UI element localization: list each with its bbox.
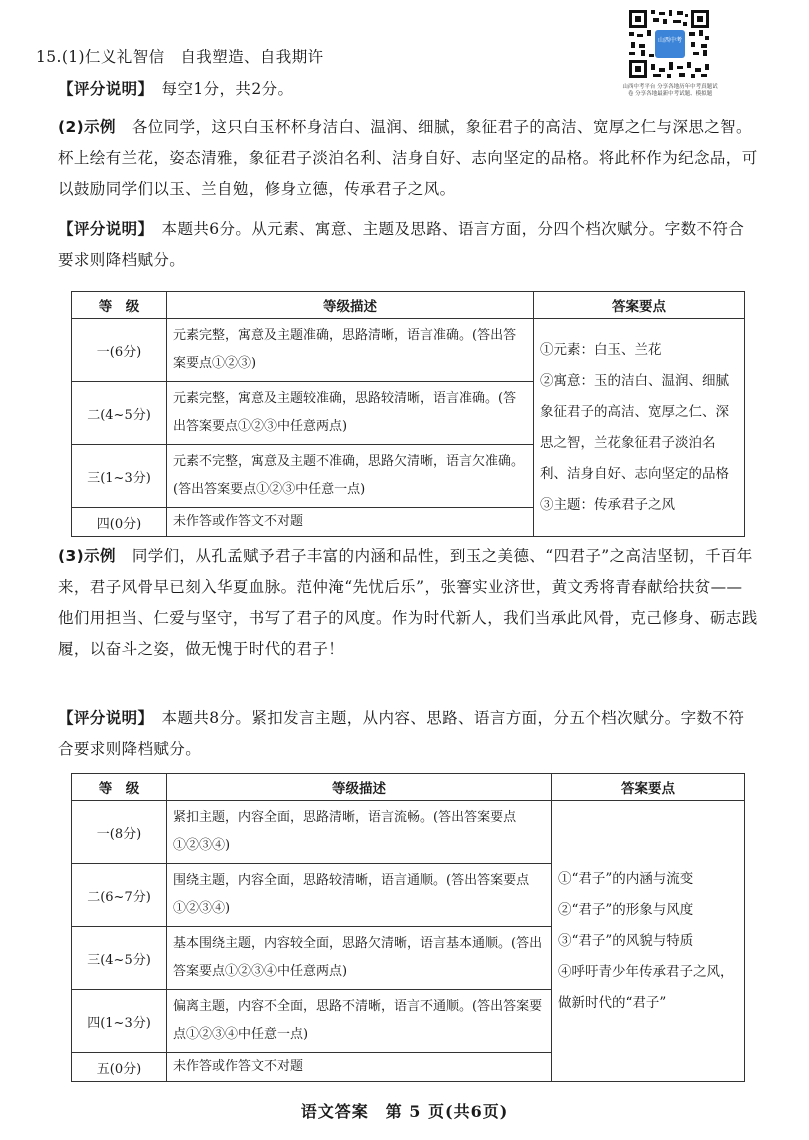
description-cell: 元素完整，寓意及主题准确，思路清晰，语言准确。(答出答案要点①②③) bbox=[167, 319, 534, 382]
description-cell: 偏离主题，内容不全面，思路不清晰，语言不通顺。(答出答案要点①②③④中任意一点) bbox=[167, 990, 552, 1053]
key-points-cell bbox=[534, 319, 745, 537]
level-cell: 三(1~3分) bbox=[72, 445, 167, 508]
table-row bbox=[72, 319, 745, 382]
table-row bbox=[72, 801, 745, 864]
key-point: ①“君子”的内涵与流变 bbox=[558, 870, 694, 887]
key-point: ③“君子”的风貌与特质 bbox=[558, 932, 694, 949]
answer-15-1: 15.(1)仁义礼智信 自我塑造、自我期许 bbox=[36, 48, 324, 66]
description-cell: 基本围绕主题，内容较全面，思路欠清晰，语言基本通顺。(答出答案要点①②③④中任意两点) bbox=[167, 927, 552, 990]
key-point: ①元素：白玉、兰花 bbox=[540, 341, 662, 358]
page-footer: 语文答案 第 5 页(共6页) bbox=[300, 1102, 509, 1121]
qr-center-label: 山西中考 bbox=[657, 37, 683, 44]
level-cell: 一(6分) bbox=[72, 319, 167, 382]
description-cell: 围绕主题，内容全面，思路较清晰，语言通顺。(答出答案要点①②③④) bbox=[167, 864, 552, 927]
header-key-points: 答案要点 bbox=[552, 774, 745, 801]
level-cell: 三(4~5分) bbox=[72, 927, 167, 990]
note-text: 每空1分，共2分。 bbox=[145, 80, 294, 98]
qr-caption: 山西中考平台 分享各地历年中考真题试卷 分享各地最新中考试题、模拟题 bbox=[622, 84, 718, 97]
note-tag: 【评分说明】 bbox=[58, 220, 146, 238]
level-cell: 二(6~7分) bbox=[72, 864, 167, 927]
description-cell: 元素完整，寓意及主题较准确，思路较清晰，语言准确。(答出答案要点①②③中任意两点) bbox=[167, 382, 534, 445]
key-point: ④呼吁青少年传承君子之风，做新时代的“君子” bbox=[558, 963, 734, 1011]
grading-table-1 bbox=[71, 291, 745, 537]
description-cell: 未作答或作答文不对题 bbox=[167, 508, 534, 537]
header-level: 等 级 bbox=[72, 774, 167, 801]
description-cell: 元素不完整，寓意及主题不准确，思路欠清晰，语言欠准确。(答出答案要点①②③中任意一点) bbox=[167, 445, 534, 508]
scoring-note-2 bbox=[58, 214, 758, 276]
answer-15-3 bbox=[58, 541, 758, 665]
scoring-note-3 bbox=[58, 703, 758, 765]
note-text: 本题共6分。从元素、寓意、主题及思路、语言方面，分四个档次赋分。字数不符合要求则降档赋分。 bbox=[58, 220, 745, 269]
note-text: 本题共8分。紧扣发言主题，从内容、思路、语言方面，分五个档次赋分。字数不符合要求则降档赋分。 bbox=[58, 709, 745, 758]
description-cell: 紧扣主题，内容全面，思路清晰，语言流畅。(答出答案要点①②③④) bbox=[167, 801, 552, 864]
note-tag: 【评分说明】 bbox=[58, 80, 146, 98]
level-cell: 四(1~3分) bbox=[72, 990, 167, 1053]
header-level: 等 级 bbox=[72, 292, 167, 319]
example-tag: (2)示例 bbox=[58, 118, 116, 136]
header-description: 等级描述 bbox=[167, 774, 552, 801]
key-point: ②“君子”的形象与风度 bbox=[558, 901, 694, 918]
note-tag: 【评分说明】 bbox=[58, 709, 146, 727]
level-cell: 二(4~5分) bbox=[72, 382, 167, 445]
scoring-note-1 bbox=[58, 74, 748, 105]
answer-15-2 bbox=[58, 112, 758, 205]
level-cell: 五(0分) bbox=[72, 1053, 167, 1082]
key-point: ②寓意：玉的洁白、温润、细腻象征君子的高洁、宽厚之仁、深思之智，兰花象征君子淡泊名利、洁身自好、志向坚定的品格 bbox=[540, 372, 729, 482]
description-cell: 未作答或作答文不对题 bbox=[167, 1053, 552, 1082]
grading-table-2 bbox=[71, 773, 745, 1082]
header-description: 等级描述 bbox=[167, 292, 534, 319]
example-text: 同学们，从孔孟赋予君子丰富的内涵和品性，到玉之美德、“四君子”之高洁坚韧，千百年来，君子风骨早已刻入华夏血脉。范仲淹“先忧后乐”，张謇实业济世，黄文秀将青春献给扶贫——他们用担当、仁爱与坚守，书写了君子的风度。作为时代新人，我们当承此风骨，克己修身、砺志践履，以奋斗之姿，做无愧于时代的君子！ bbox=[58, 547, 758, 658]
example-tag: (3)示例 bbox=[58, 547, 116, 565]
level-cell: 一(8分) bbox=[72, 801, 167, 864]
header-key-points: 答案要点 bbox=[534, 292, 745, 319]
example-text: 各位同学，这只白玉杯杯身洁白、温润、细腻，象征君子的高洁、宽厚之仁与深思之智。杯上绘有兰花，姿态清雅，象征君子淡泊名利、洁身自好、志向坚定的品格。将此杯作为纪念品，可以鼓励同学们以玉、兰自勉，修身立德，传承君子之风。 bbox=[58, 118, 758, 198]
level-cell: 四(0分) bbox=[72, 508, 167, 537]
key-points-cell bbox=[552, 801, 745, 1082]
key-point: ③主题：传承君子之风 bbox=[540, 496, 675, 513]
